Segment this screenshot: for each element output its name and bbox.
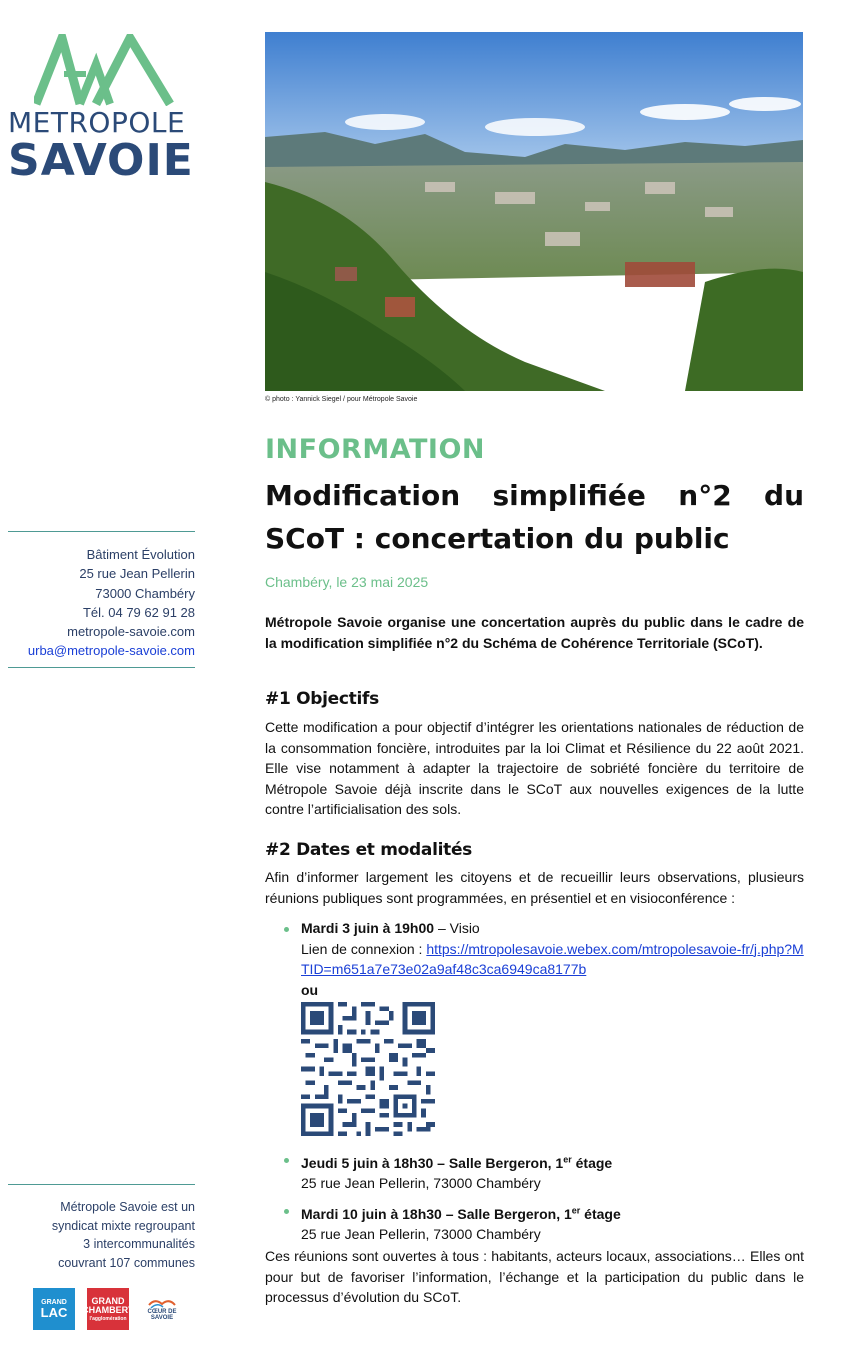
lead-paragraph: Métropole Savoie organise une concertation auprès du public dans le cadre de la modification simplifiée n°2 du Schéma de Cohérence Territoriale (SCoT). [265,614,804,651]
grand-chambery-logo: GRAND CHAMBERY l'agglomération [87,1288,129,1330]
about-line: couvrant 107 communes [58,1255,195,1270]
contact-phone: Tél. 04 79 62 91 28 [82,604,195,620]
divider-bottom [8,667,195,668]
dates-paragraph: Afin d’informer largement les citoyens et de recueillir leurs observations, plusieurs réunions publiques sont programmées, en présentiel et en visioconférence : [265,869,804,906]
section-kicker: INFORMATION [265,434,486,465]
bullet-icon [284,927,289,932]
logo-wordmark-savoie: SAVOIE [8,135,194,186]
landscape-image [265,32,803,391]
qr-code-icon[interactable] [301,1002,435,1136]
contact-email-link[interactable]: urba@metropole-savoie.com [27,643,195,659]
webex-link[interactable]: https://mtropolesavoie.webex.com/mtropolesavoie-fr/j.php?MTID=m651a7e73e02a9af48c3ca6949ca8177b [301,940,804,978]
logo-wordmark-metropole: METROPOLE [8,106,186,139]
contact-city: 73000 Chambéry [95,585,195,601]
photo-credit: © photo : Yannick Siegel / pour Métropole Savoie [265,396,418,403]
mountain-logo-icon [34,34,174,106]
grand-lac-logo: GRAND LAC [33,1288,75,1330]
objectifs-paragraph: Cette modification a pour objectif d’intégrer les orientations nationales de réduction de la consommation foncière, introduites par la loi Climat et Résilience du 22 août 2021. Elle vise notamment à adapter la trajectoire de sobriété foncière du territoire de Métropole Savoie déjà inscrite dans le SCoT aux nouvelles exigences de la lutte contre l’artificialisation des sols. [265,719,804,818]
contact-street: 25 rue Jean Pellerin [79,566,195,582]
closing-paragraph: Ces réunions sont ouvertes à tous : habitants, acteurs locaux, associations… Elles ont pour but de favoriser l’information, l’échange et la participation du public dans le processus d’évolution du SCoT. [265,1248,804,1306]
page-title: Modification simplifiée n°2 du SCoT : concertation du public [265,479,804,555]
about-line: Métropole Savoie est un [60,1200,195,1214]
contact-website[interactable]: metropole-savoie.com [67,624,195,640]
dateline: Chambéry, le 23 mai 2025 [265,574,429,590]
divider-top [8,531,195,532]
meeting-item-june10: Mardi 10 juin à 18h30 – Salle Bergeron, 1er étage 25 rue Jean Pellerin, 73000 Chambéry [301,1205,621,1243]
metropole-savoie-logo [8,34,198,184]
partner-logos [33,1288,183,1330]
heading-dates: #2 Dates et modalités [265,840,473,860]
contact-building: Bâtiment Évolution [86,547,195,562]
coeur-de-savoie-logo: CŒUR DE SAVOIE [141,1288,183,1330]
heading-objectifs: #1 Objectifs [265,689,379,709]
meeting-item-june5: Jeudi 5 juin à 18h30 – Salle Bergeron, 1er étage 25 rue Jean Pellerin, 73000 Chambéry [301,1154,613,1192]
about-line: syndicat mixte regroupant [51,1218,195,1233]
about-line: 3 intercommunalités [83,1237,195,1251]
coeur-de-savoie-swoosh-icon [147,1297,177,1309]
bullet-icon [284,1209,289,1214]
chambery-landscape-photo [265,32,803,391]
contact-block [8,545,195,661]
bullet-icon [284,1158,289,1163]
about-block [8,1198,195,1272]
divider-about [8,1184,195,1185]
meeting-item-visio: Mardi 3 juin à 19h00 – Visio Lien de connexion : https://mtropolesavoie.webex.com/mtropolesavoie-fr/j.php?MTID=m651a7e73e02a9af48c3ca6949ca8177b ou [301,920,804,998]
